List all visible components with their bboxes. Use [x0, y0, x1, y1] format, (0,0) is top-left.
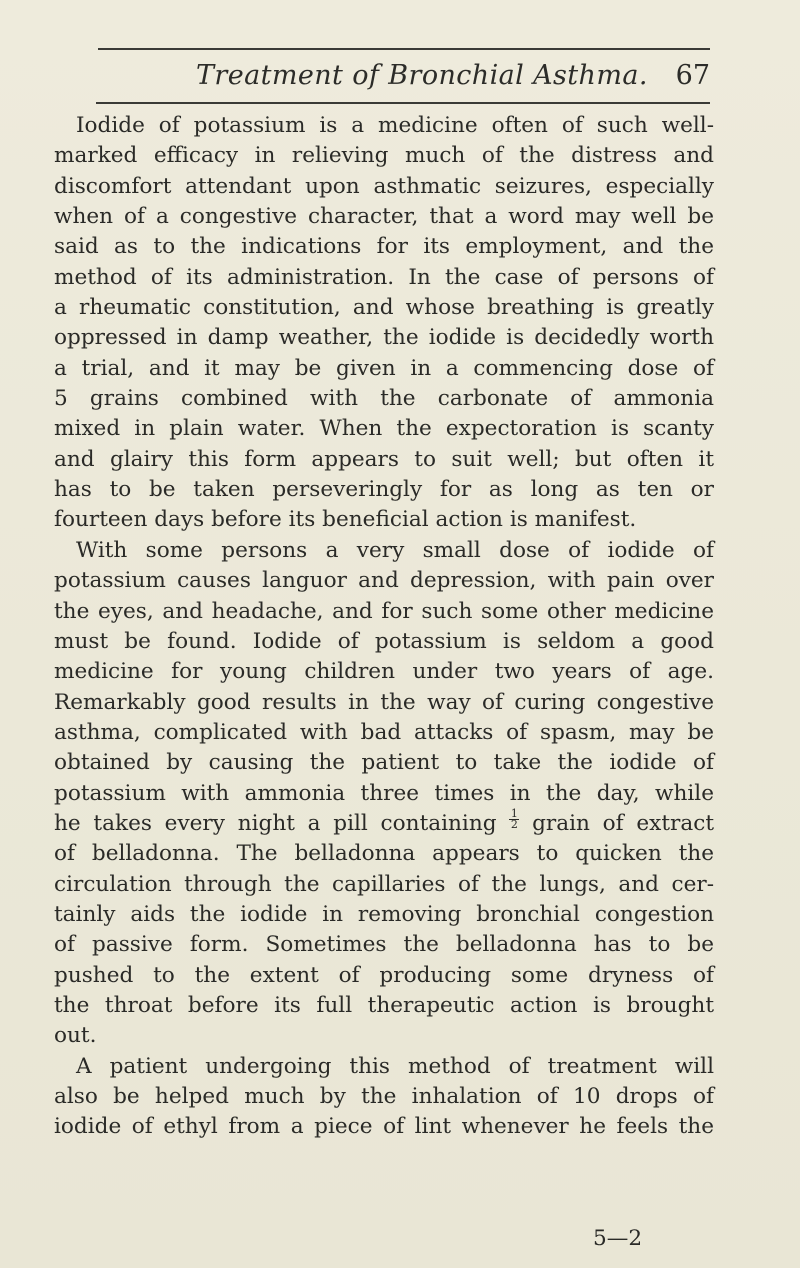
text-line: A patient undergoing this method of treatment will — [76, 1053, 714, 1079]
text-line: the throat before its full therapeutic action is brought — [54, 992, 714, 1018]
text-line: also be helped much by the inhalation of 10 drops of — [54, 1084, 714, 1109]
text-line: the eyes, and headache, and for such some other medicine — [54, 598, 714, 624]
text-line: and glairy this form appears to suit well; but often it — [54, 446, 714, 472]
text-line: of belladonna. The belladonna appears to quicken the — [54, 841, 714, 867]
text-line: circulation through the capillaries of the lungs, and cer- — [54, 871, 714, 897]
fraction-one-half — [509, 806, 519, 831]
text-line: when of a congestive character, that a word may well be — [54, 204, 714, 230]
text-line: fourteen days before its beneficial action is manifest. — [54, 507, 637, 533]
fraction-numerator: 1 — [510, 806, 518, 820]
text-line: has to be taken perseveringly for as long as ten or — [54, 477, 714, 503]
running-head — [196, 60, 710, 100]
text-line: Remarkably good results in the way of curing congestive — [54, 689, 714, 715]
text-line: tainly aids the iodide in removing bronchial congestion — [54, 901, 714, 927]
text-line: asthma, complicated with bad attacks of spasm, may be — [54, 719, 714, 745]
header-rule-top — [98, 48, 710, 50]
text-line: iodide of ethyl from a piece of lint whenever he feels the — [54, 1114, 714, 1140]
text-line-with-fraction — [54, 806, 714, 839]
header-rule-bottom — [96, 102, 710, 104]
text-line: potassium causes languor and depression, with pain over — [54, 568, 714, 594]
signature-mark: 5—2 — [593, 1226, 643, 1251]
running-title: Treatment of Bronchial Asthma. — [196, 60, 648, 91]
text-line: method of its administration. In the case of persons of — [54, 264, 714, 290]
text-line: said as to the indications for its employment, and the — [54, 234, 714, 260]
text-line: 5 grains combined with the carbonate of ammonia — [54, 386, 714, 412]
body-text — [54, 111, 714, 1143]
text-line: obtained by causing the patient to take the iodide of — [54, 750, 714, 776]
text-line: of passive form. Sometimes the belladonna has to be — [54, 932, 714, 958]
text-line: pushed to the extent of producing some dryness of — [54, 962, 714, 988]
text-line: oppressed in damp weather, the iodide is decidedly worth — [54, 325, 714, 351]
text-line: a rheumatic constitution, and whose breathing is greatly — [54, 295, 714, 321]
text-line: must be found. Iodide of potassium is seldom a good — [54, 628, 714, 654]
text-line: a trial, and it may be given in a commencing dose of — [54, 355, 714, 381]
fraction-denominator: 2 — [510, 817, 518, 831]
text-line: potassium with ammonia three times in the day, while — [54, 780, 714, 806]
text-line: out. — [54, 1023, 97, 1049]
text-segment: he takes every night a pill containing — [54, 810, 497, 836]
text-line: discomfort attendant upon asthmatic seizures, especially — [54, 173, 714, 199]
text-line: With some persons a very small dose of iodide of — [76, 537, 714, 563]
page-number: 67 — [675, 60, 710, 91]
text-line: medicine for young children under two years of age. — [54, 659, 714, 685]
text-line: Iodide of potassium is a medicine often of such well- — [76, 113, 714, 138]
text-segment: grain of extract — [532, 810, 714, 836]
text-line: mixed in plain water. When the expectoration is scanty — [54, 416, 714, 442]
text-line: marked efficacy in relieving much of the distress and — [54, 143, 714, 169]
